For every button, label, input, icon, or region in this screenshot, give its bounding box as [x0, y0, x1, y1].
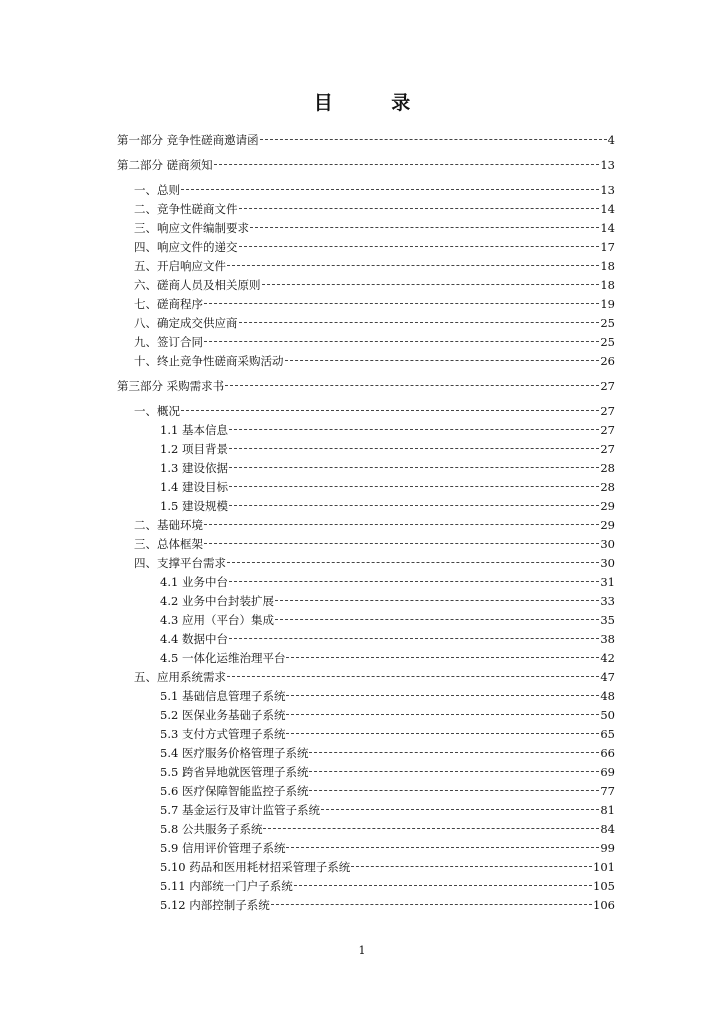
toc-entry-label: 5.7 基金运行及审计监管子系统 [160, 803, 320, 817]
toc-entry-page: 27 [600, 404, 615, 418]
toc-entry-label: 5.12 内部控制子系统 [160, 898, 270, 912]
toc-entry-label: 七、磋商程序 [134, 297, 203, 311]
toc-entry-label: 二、竞争性磋商文件 [134, 202, 238, 216]
toc-leader-dots [204, 341, 599, 342]
toc-entry[interactable] [117, 877, 615, 896]
toc-leader-dots [239, 208, 600, 209]
toc-entry-page: 17 [600, 240, 615, 254]
toc-entry-label: 5.4 医疗服务价格管理子系统 [160, 746, 309, 760]
toc-leader-dots [309, 790, 599, 791]
toc-entry[interactable] [117, 820, 615, 839]
toc-entry-label: 4.2 业务中台封装扩展 [160, 594, 274, 608]
toc-entry-page: 28 [600, 480, 615, 494]
toc-entry-page: 14 [600, 202, 615, 216]
toc-entry[interactable] [117, 257, 615, 276]
toc-entry-label: 八、确定成交供应商 [134, 316, 238, 330]
toc-entry[interactable] [117, 801, 615, 820]
toc-leader-dots [262, 284, 600, 285]
toc-entry-label: 1.3 建设依据 [160, 461, 228, 475]
toc-entry-page: 29 [600, 518, 615, 532]
toc-leader-dots [181, 189, 599, 190]
toc-entry[interactable] [117, 402, 615, 421]
toc-entry[interactable] [117, 181, 615, 200]
toc-entry[interactable] [117, 314, 615, 333]
toc-entry-page: 27 [600, 379, 615, 393]
toc-leader-dots [286, 695, 599, 696]
toc-entry-label: 九、签订合同 [134, 335, 203, 349]
toc-leader-dots [229, 467, 599, 468]
toc-leader-dots [229, 581, 599, 582]
toc-entry-page: 69 [600, 765, 615, 779]
toc-entry-page: 19 [600, 297, 615, 311]
toc-entry-page: 99 [600, 841, 615, 855]
page-title: 目 录 [313, 92, 437, 114]
toc-leader-dots [227, 562, 599, 563]
toc-entry-page: 13 [600, 158, 615, 172]
toc-entry[interactable] [117, 276, 615, 295]
toc-entry-page: 48 [600, 689, 615, 703]
toc-leader-dots [275, 600, 599, 601]
toc-entry-label: 5.6 医疗保障智能监控子系统 [160, 784, 309, 798]
toc-entry-page: 106 [593, 898, 615, 912]
toc-entry[interactable] [117, 839, 615, 858]
toc-entry-label: 5.10 药品和医用耗材招采管理子系统 [160, 860, 351, 874]
toc-entry-page: 47 [600, 670, 615, 684]
toc-entry[interactable] [117, 238, 615, 257]
toc-entry-label: 5.1 基础信息管理子系统 [160, 689, 286, 703]
toc-leader-dots [275, 619, 599, 620]
toc-leader-dots [239, 246, 600, 247]
toc-leader-dots [204, 543, 599, 544]
toc-entry[interactable] [117, 459, 615, 478]
toc-leader-dots [309, 752, 599, 753]
toc-entry[interactable] [117, 611, 615, 630]
toc-leader-dots [204, 524, 599, 525]
toc-leader-dots [214, 164, 600, 165]
toc-entry-page: 38 [600, 632, 615, 646]
toc-entry[interactable] [117, 333, 615, 352]
page-number: 1 [358, 944, 366, 957]
toc-leader-dots [229, 429, 599, 430]
toc-entry-label: 1.4 建设目标 [160, 480, 228, 494]
toc-entry-label: 1.5 建设规模 [160, 499, 228, 513]
toc-leader-dots [225, 385, 599, 386]
toc-entry[interactable] [117, 668, 615, 687]
toc-entry-page: 65 [600, 727, 615, 741]
toc-entry-page: 18 [600, 259, 615, 273]
toc-entry-label: 四、支撑平台需求 [134, 556, 226, 570]
toc-entry-label: 5.11 内部统一门户子系统 [160, 879, 293, 893]
toc-leader-dots [229, 638, 599, 639]
toc-entry-label: 一、总则 [134, 183, 180, 197]
toc-entry-page: 30 [600, 537, 615, 551]
toc-entry[interactable] [117, 630, 615, 649]
toc-leader-dots [286, 733, 599, 734]
table-of-contents [117, 131, 615, 915]
toc-leader-dots [229, 448, 599, 449]
toc-entry-page: 35 [600, 613, 615, 627]
toc-entry-page: 29 [600, 499, 615, 513]
toc-entry-label: 一、概况 [134, 404, 180, 418]
toc-entry-label: 五、开启响应文件 [134, 259, 226, 273]
toc-leader-dots [286, 714, 599, 715]
toc-entry[interactable] [117, 440, 615, 459]
toc-leader-dots [309, 771, 599, 772]
toc-entry[interactable] [117, 352, 615, 371]
toc-entry[interactable] [117, 706, 615, 725]
toc-entry-page: 81 [600, 803, 615, 817]
toc-leader-dots [271, 904, 592, 905]
toc-part-entry[interactable] [117, 131, 615, 150]
toc-leader-dots [286, 657, 599, 658]
toc-entry-page: 33 [600, 594, 615, 608]
toc-entry-page: 101 [593, 860, 615, 874]
toc-part-entry[interactable] [117, 377, 615, 396]
toc-part-entry[interactable] [117, 156, 615, 175]
toc-leader-dots [239, 322, 600, 323]
toc-entry-label: 第一部分 竞争性磋商邀请函 [117, 133, 259, 147]
toc-entry-page: 77 [600, 784, 615, 798]
toc-entry-label: 5.5 跨省异地就医管理子系统 [160, 765, 309, 779]
toc-entry-label: 5.3 支付方式管理子系统 [160, 727, 286, 741]
toc-entry[interactable] [117, 573, 615, 592]
toc-entry-page: 27 [600, 442, 615, 456]
toc-entry[interactable] [117, 535, 615, 554]
toc-entry-label: 三、总体框架 [134, 537, 203, 551]
toc-entry-label: 二、基础环境 [134, 518, 203, 532]
toc-entry-page: 50 [600, 708, 615, 722]
toc-entry[interactable] [117, 497, 615, 516]
toc-entry[interactable] [117, 554, 615, 573]
toc-leader-dots [227, 265, 599, 266]
toc-entry[interactable] [117, 858, 615, 877]
toc-leader-dots [227, 676, 599, 677]
toc-leader-dots [204, 303, 599, 304]
toc-entry[interactable] [117, 421, 615, 440]
toc-entry-label: 4.4 数据中台 [160, 632, 228, 646]
toc-entry-label: 4.5 一体化运维治理平台 [160, 651, 286, 665]
toc-leader-dots [285, 360, 600, 361]
toc-entry-page: 25 [600, 316, 615, 330]
toc-leader-dots [263, 828, 599, 829]
toc-entry[interactable] [117, 763, 615, 782]
toc-entry-label: 第三部分 采购需求书 [117, 379, 225, 393]
toc-entry-page: 28 [600, 461, 615, 475]
toc-entry-label: 5.2 医保业务基础子系统 [160, 708, 286, 722]
toc-entry[interactable] [117, 592, 615, 611]
toc-entry-page: 25 [600, 335, 615, 349]
toc-leader-dots [321, 809, 599, 810]
toc-entry-label: 三、响应文件编制要求 [134, 221, 249, 235]
toc-entry[interactable] [117, 687, 615, 706]
toc-leader-dots [181, 410, 599, 411]
toc-entry-label: 5.8 公共服务子系统 [160, 822, 263, 836]
toc-entry-label: 四、响应文件的递交 [134, 240, 238, 254]
toc-entry-page: 27 [600, 423, 615, 437]
toc-entry-label: 第二部分 磋商须知 [117, 158, 213, 172]
toc-entry[interactable] [117, 516, 615, 535]
toc-leader-dots [260, 139, 607, 140]
toc-entry-page: 14 [600, 221, 615, 235]
toc-leader-dots [286, 847, 599, 848]
toc-entry-label: 4.3 应用（平台）集成 [160, 613, 274, 627]
toc-entry-page: 4 [607, 133, 615, 147]
toc-leader-dots [229, 486, 599, 487]
toc-entry-page: 30 [600, 556, 615, 570]
toc-entry-label: 六、磋商人员及相关原则 [134, 278, 261, 292]
toc-entry[interactable] [117, 782, 615, 801]
toc-entry[interactable] [117, 219, 615, 238]
toc-entry-label: 5.9 信用评价管理子系统 [160, 841, 286, 855]
toc-leader-dots [351, 866, 592, 867]
toc-entry-label: 1.2 项目背景 [160, 442, 228, 456]
toc-entry-page: 31 [600, 575, 615, 589]
toc-entry-label: 十、终止竞争性磋商采购活动 [134, 354, 284, 368]
toc-entry-label: 五、应用系统需求 [134, 670, 226, 684]
toc-entry-label: 4.1 业务中台 [160, 575, 228, 589]
toc-entry-page: 105 [593, 879, 615, 893]
toc-entry-page: 42 [600, 651, 615, 665]
toc-entry-page: 66 [600, 746, 615, 760]
toc-entry[interactable] [117, 200, 615, 219]
toc-entry-page: 26 [600, 354, 615, 368]
toc-entry[interactable] [117, 649, 615, 668]
toc-leader-dots [229, 505, 599, 506]
toc-entry-page: 13 [600, 183, 615, 197]
toc-entry-page: 84 [600, 822, 615, 836]
toc-entry-label: 1.1 基本信息 [160, 423, 228, 437]
toc-entry[interactable] [117, 725, 615, 744]
toc-leader-dots [250, 227, 599, 228]
toc-entry[interactable] [117, 478, 615, 497]
toc-entry-page: 18 [600, 278, 615, 292]
toc-entry[interactable] [117, 295, 615, 314]
toc-entry[interactable] [117, 896, 615, 915]
toc-leader-dots [294, 885, 592, 886]
toc-entry[interactable] [117, 744, 615, 763]
